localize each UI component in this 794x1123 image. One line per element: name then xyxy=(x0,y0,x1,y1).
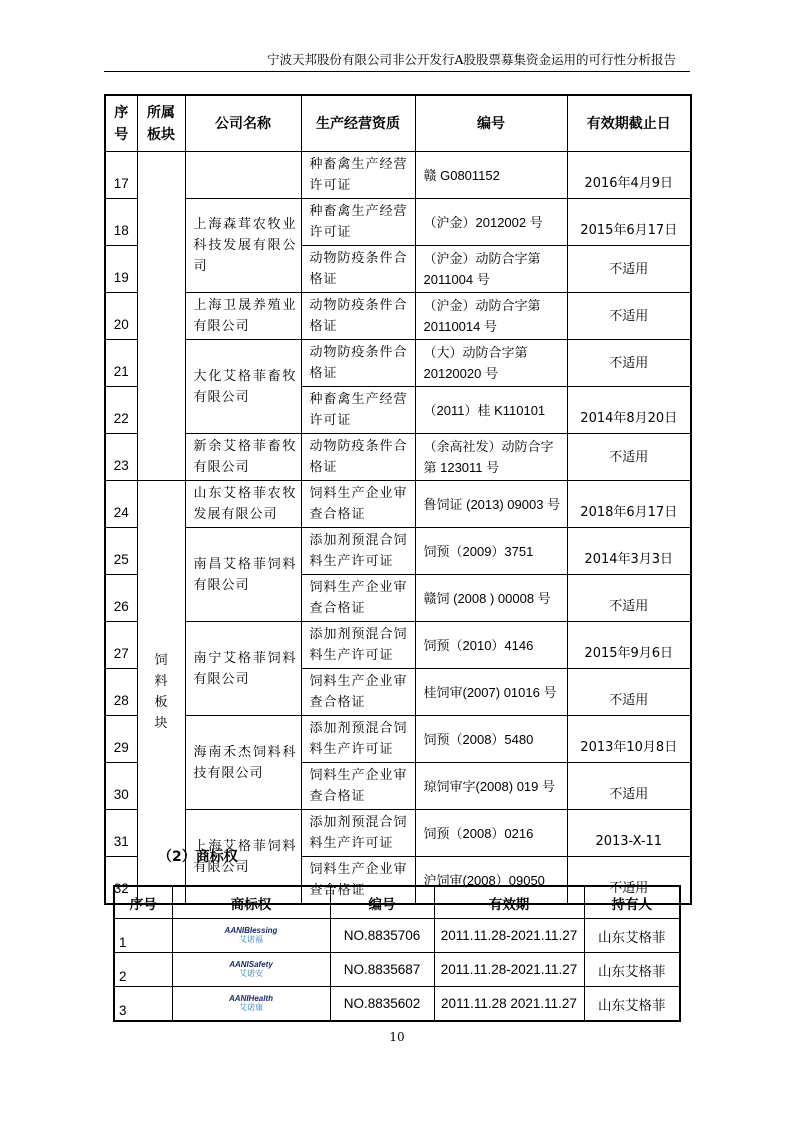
code-cell: 饲预（2010）4146 xyxy=(415,622,567,669)
company-cell: 大化艾格菲畜牧有限公司 xyxy=(185,340,301,434)
expiry-cell: 不适用 xyxy=(567,575,691,622)
table-header-row xyxy=(105,95,691,152)
row-number: 24 xyxy=(105,481,137,528)
expiry-cell: 不适用 xyxy=(567,340,691,387)
col-header-company: 公司名称 xyxy=(185,95,301,152)
qualification-cell: 添加剂预混合饲料生产许可证 xyxy=(301,716,415,763)
row-number: 23 xyxy=(105,434,137,481)
expiry-cell: 2016年4月9日 xyxy=(567,152,691,199)
code-cell: （沪金）动防合字第 2011004 号 xyxy=(415,246,567,293)
code-cell: 赣饲 (2008 ) 00008 号 xyxy=(415,575,567,622)
code-cell: 赣 G0801152 xyxy=(415,152,567,199)
expiry-cell: 不适用 xyxy=(567,763,691,810)
period-cell: 2011.11.28-2021.11.27 xyxy=(434,953,584,987)
col-header-no: 序号 xyxy=(105,95,137,152)
qualification-table xyxy=(104,94,692,905)
expiry-cell: 2013年10月8日 xyxy=(567,716,691,763)
row-number: 28 xyxy=(105,669,137,716)
row-number: 21 xyxy=(105,340,137,387)
col-header-code: 编号 xyxy=(330,886,434,919)
table-row xyxy=(105,481,691,528)
qualification-cell: 种畜禽生产经营许可证 xyxy=(301,152,415,199)
code-cell: 饲预（2009）3751 xyxy=(415,528,567,575)
col-header-period: 有效期 xyxy=(434,886,584,919)
table-row xyxy=(105,434,691,481)
company-cell: 南昌艾格菲饲料有限公司 xyxy=(185,528,301,622)
section-cell-empty xyxy=(137,152,185,481)
table-row xyxy=(114,919,680,953)
trademark-cell xyxy=(172,919,330,953)
expiry-cell: 2013-X-11 xyxy=(567,810,691,857)
qualification-cell: 种畜禽生产经营许可证 xyxy=(301,199,415,246)
expiry-cell: 不适用 xyxy=(567,434,691,481)
code-cell: （沪金）2012002 号 xyxy=(415,199,567,246)
expiry-cell: 不适用 xyxy=(567,293,691,340)
row-number: 3 xyxy=(114,987,172,1022)
col-header-code: 编号 xyxy=(415,95,567,152)
period-cell: 2011.11.28-2021.11.27 xyxy=(434,919,584,953)
section-cell-feed: 饲料板块 xyxy=(137,481,185,905)
company-cell-empty xyxy=(185,152,301,199)
trademark-logo-image xyxy=(195,926,307,946)
row-number: 20 xyxy=(105,293,137,340)
page-header: 宁波天邦股份有限公司非公开发行A股股票募集资金运用的可行性分析报告 xyxy=(266,52,676,67)
code-cell: 沪饲审(2008）09050 xyxy=(415,857,567,905)
expiry-cell: 2018年6月17日 xyxy=(567,481,691,528)
expiry-cell: 不适用 xyxy=(567,246,691,293)
holder-cell: 山东艾格菲 xyxy=(584,953,680,987)
qualification-cell: 动物防疫条件合格证 xyxy=(301,246,415,293)
qualification-cell: 添加剂预混合饲料生产许可证 xyxy=(301,622,415,669)
row-number: 30 xyxy=(105,763,137,810)
company-cell: 南宁艾格菲饲料有限公司 xyxy=(185,622,301,716)
row-number: 26 xyxy=(105,575,137,622)
qualification-cell: 种畜禽生产经营许可证 xyxy=(301,387,415,434)
logo-en-text: AANIBlessing xyxy=(224,925,278,935)
qualification-cell: 动物防疫条件合格证 xyxy=(301,340,415,387)
expiry-cell: 2014年8月20日 xyxy=(567,387,691,434)
trademark-logo-image xyxy=(195,994,307,1014)
code-cell: 饲预（2008）5480 xyxy=(415,716,567,763)
qualification-cell: 饲料生产企业审查合格证 xyxy=(301,857,415,905)
qualification-cell: 添加剂预混合饲料生产许可证 xyxy=(301,528,415,575)
company-cell: 上海卫晟养殖业有限公司 xyxy=(185,293,301,340)
table-row xyxy=(105,293,691,340)
trademark-table xyxy=(113,885,681,1022)
col-header-expiry: 有效期截止日 xyxy=(567,95,691,152)
row-number: 29 xyxy=(105,716,137,763)
logo-cn-text: 艾诺安 xyxy=(239,968,263,978)
code-cell: NO.8835602 xyxy=(330,987,434,1022)
qualification-cell: 饲料生产企业审查合格证 xyxy=(301,575,415,622)
row-number: 31 xyxy=(105,810,137,857)
header-rule xyxy=(104,71,690,72)
period-cell: 2011.11.28 2021.11.27 xyxy=(434,987,584,1022)
code-cell: 饲预（2008）0216 xyxy=(415,810,567,857)
logo-cn-text: 艾诺康 xyxy=(239,1002,263,1012)
col-header-trademark: 商标权 xyxy=(172,886,330,919)
row-number: 17 xyxy=(105,152,137,199)
expiry-cell: 2014年3月3日 xyxy=(567,528,691,575)
col-header-section: 所属板块 xyxy=(137,95,185,152)
col-header-holder: 持有人 xyxy=(584,886,680,919)
row-number: 2 xyxy=(114,953,172,987)
table-row xyxy=(114,987,680,1022)
table-row xyxy=(105,152,691,199)
table-row xyxy=(114,953,680,987)
code-cell: NO.8835687 xyxy=(330,953,434,987)
expiry-cell: 不适用 xyxy=(567,669,691,716)
qualification-cell: 添加剂预混合饲料生产许可证 xyxy=(301,810,415,857)
row-number: 18 xyxy=(105,199,137,246)
company-cell: 新余艾格菲畜牧有限公司 xyxy=(185,434,301,481)
expiry-cell: 不适用 xyxy=(567,857,691,905)
section-heading: （2）商标权 xyxy=(158,849,238,865)
col-header-no: 序号 xyxy=(114,886,172,919)
trademark-cell xyxy=(172,987,330,1022)
table-row xyxy=(105,528,691,575)
row-number: 27 xyxy=(105,622,137,669)
qualification-cell: 饲料生产企业审查合格证 xyxy=(301,669,415,716)
qualification-cell: 饲料生产企业审查合格证 xyxy=(301,481,415,528)
holder-cell: 山东艾格菲 xyxy=(584,919,680,953)
company-cell: 山东艾格菲农牧发展有限公司 xyxy=(185,481,301,528)
row-number: 1 xyxy=(114,919,172,953)
qualification-cell: 动物防疫条件合格证 xyxy=(301,293,415,340)
trademark-cell xyxy=(172,953,330,987)
table-header-row xyxy=(114,886,680,919)
table-row xyxy=(105,199,691,246)
table-row xyxy=(105,340,691,387)
trademark-logo-image xyxy=(195,960,307,980)
code-cell: （余高社发）动防合字第 123011 号 xyxy=(415,434,567,481)
table-row xyxy=(105,622,691,669)
row-number: 25 xyxy=(105,528,137,575)
page-number: 10 xyxy=(389,1030,405,1044)
logo-en-text: AANIHealth xyxy=(228,993,273,1003)
row-number: 32 xyxy=(105,857,137,905)
company-cell: 上海森茸农牧业科技发展有限公司 xyxy=(185,199,301,293)
expiry-cell: 2015年9月6日 xyxy=(567,622,691,669)
code-cell: NO.8835706 xyxy=(330,919,434,953)
company-cell: 海南禾杰饲料科技有限公司 xyxy=(185,716,301,810)
code-cell: 鲁饲证 (2013) 09003 号 xyxy=(415,481,567,528)
code-cell: （沪金）动防合字第 20110014 号 xyxy=(415,293,567,340)
table-row xyxy=(105,716,691,763)
holder-cell: 山东艾格菲 xyxy=(584,987,680,1022)
row-number: 19 xyxy=(105,246,137,293)
logo-cn-text: 艾诺福 xyxy=(239,934,263,944)
logo-en-text: AANISafety xyxy=(229,959,273,969)
qualification-cell: 饲料生产企业审查合格证 xyxy=(301,763,415,810)
code-cell: 琼饲审字(2008) 019 号 xyxy=(415,763,567,810)
company-cell: 上海艾格菲饲料有限公司 xyxy=(185,810,301,905)
row-number: 22 xyxy=(105,387,137,434)
code-cell: 桂饲审(2007) 01016 号 xyxy=(415,669,567,716)
expiry-cell: 2015年6月17日 xyxy=(567,199,691,246)
qualification-cell: 动物防疫条件合格证 xyxy=(301,434,415,481)
col-header-qualification: 生产经营资质 xyxy=(301,95,415,152)
code-cell: （2011）桂 K110101 xyxy=(415,387,567,434)
code-cell: （大）动防合字第 20120020 号 xyxy=(415,340,567,387)
